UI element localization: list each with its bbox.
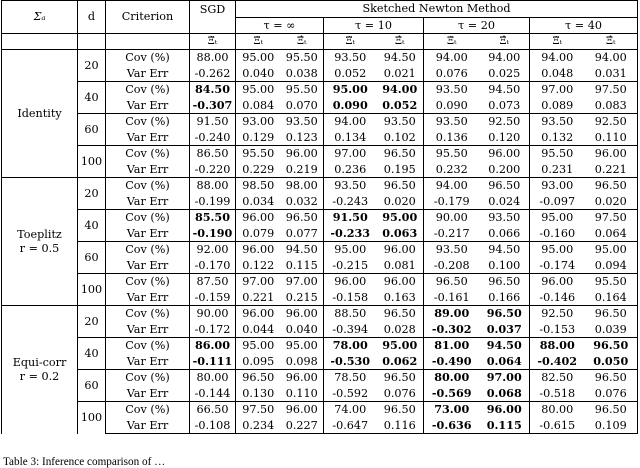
newton-value: 78.00 bbox=[324, 338, 377, 354]
newton-value: 0.040 bbox=[281, 322, 324, 338]
newton-value: -0.161 bbox=[433, 290, 470, 304]
newton-value: 0.122 bbox=[242, 258, 275, 272]
newton-value: 0.028 bbox=[377, 322, 424, 338]
sigma-label: r = 0.2 bbox=[19, 370, 60, 384]
sgd-value: 86.50 bbox=[190, 146, 236, 162]
newton-value: 0.031 bbox=[585, 66, 638, 82]
estimator-header: Ξ̂ₜ bbox=[480, 34, 530, 50]
newton-value: 94.00 bbox=[424, 178, 480, 194]
newton-value: 95.00 bbox=[530, 242, 585, 258]
sgd-value: 90.00 bbox=[190, 306, 236, 322]
newton-value: 82.50 bbox=[530, 370, 585, 386]
newton-value: -0.217 bbox=[433, 226, 470, 240]
newton-value: 0.164 bbox=[585, 290, 638, 306]
newton-value: 96.50 bbox=[281, 210, 324, 226]
newton-value: 0.066 bbox=[480, 226, 530, 242]
dimension-cell: 100 bbox=[78, 274, 106, 306]
sgd-value: 85.50 bbox=[190, 210, 236, 226]
newton-value: 96.00 bbox=[236, 210, 281, 226]
newton-value: 0.021 bbox=[377, 66, 424, 82]
newton-value: 0.070 bbox=[281, 98, 324, 114]
newton-value: -0.158 bbox=[332, 290, 369, 304]
table-row bbox=[2, 370, 638, 386]
table-row bbox=[2, 178, 638, 194]
newton-value: 97.50 bbox=[585, 210, 638, 226]
newton-value: 0.115 bbox=[480, 418, 530, 434]
newton-value: 96.50 bbox=[480, 274, 530, 290]
newton-value: 95.00 bbox=[281, 338, 324, 354]
newton-value: 0.034 bbox=[242, 194, 275, 208]
sgd-header-spacer bbox=[190, 18, 236, 34]
newton-value: 0.166 bbox=[480, 290, 530, 306]
dimension-cell: 60 bbox=[78, 114, 106, 146]
sgd-value: 80.00 bbox=[190, 370, 236, 386]
newton-value: -0.233 bbox=[330, 225, 371, 240]
newton-value: 97.50 bbox=[585, 82, 638, 98]
newton-value: 98.00 bbox=[281, 178, 324, 194]
criterion-cell: Var Err bbox=[106, 98, 190, 114]
newton-value: -0.302 bbox=[431, 321, 472, 336]
newton-value: 94.50 bbox=[480, 338, 530, 354]
newton-value: 0.232 bbox=[435, 162, 468, 176]
sgd-value: 88.00 bbox=[190, 50, 236, 66]
criterion-cell: Cov (%) bbox=[106, 82, 190, 98]
newton-value: 96.50 bbox=[377, 178, 424, 194]
newton-value: 94.50 bbox=[480, 242, 530, 258]
newton-value: 95.00 bbox=[324, 242, 377, 258]
newton-value: 93.50 bbox=[530, 114, 585, 130]
newton-value: 80.00 bbox=[424, 370, 480, 386]
tau-header: τ = 40 bbox=[530, 18, 638, 34]
criterion-cell: Cov (%) bbox=[106, 402, 190, 418]
newton-value: 0.020 bbox=[377, 194, 424, 210]
newton-value: 0.020 bbox=[585, 194, 638, 210]
newton-value: -0.146 bbox=[539, 290, 576, 304]
estimator-header: Ξ̃ₜ bbox=[190, 34, 236, 50]
newton-value: 96.00 bbox=[281, 370, 324, 386]
newton-value: 97.00 bbox=[530, 82, 585, 98]
newton-value: 93.50 bbox=[377, 114, 424, 130]
newton-value: 92.50 bbox=[530, 306, 585, 322]
sgd-value: -0.262 bbox=[190, 66, 236, 82]
newton-value: 93.50 bbox=[281, 114, 324, 130]
criterion-cell: Cov (%) bbox=[106, 306, 190, 322]
newton-value: -0.208 bbox=[433, 258, 470, 272]
newton-value: 95.00 bbox=[324, 82, 377, 98]
newton-value: 0.040 bbox=[242, 66, 275, 80]
newton-value: 0.084 bbox=[242, 98, 275, 112]
newton-value: 95.00 bbox=[236, 50, 281, 66]
newton-value: 96.50 bbox=[585, 402, 638, 418]
criterion-cell: Var Err bbox=[106, 354, 190, 370]
criterion-cell: Var Err bbox=[106, 194, 190, 210]
newton-value: 95.50 bbox=[281, 50, 324, 66]
newton-value: 90.00 bbox=[424, 210, 480, 226]
newton-value: 0.130 bbox=[242, 386, 275, 400]
newton-value: 94.00 bbox=[424, 50, 480, 66]
newton-value: 0.024 bbox=[480, 194, 530, 210]
sgd-value: -0.220 bbox=[190, 162, 236, 178]
sgd-value: -0.108 bbox=[190, 418, 236, 434]
newton-value: 94.50 bbox=[281, 242, 324, 258]
newton-value: 81.00 bbox=[424, 338, 480, 354]
newton-value: 96.00 bbox=[281, 306, 324, 322]
sgd-value: -0.199 bbox=[190, 194, 236, 210]
newton-value: 95.50 bbox=[530, 146, 585, 162]
sgd-value: 91.50 bbox=[190, 114, 236, 130]
estimator-header: Ξ̂ₜ bbox=[377, 34, 424, 50]
newton-value: 0.090 bbox=[435, 98, 468, 112]
newton-value: 96.00 bbox=[585, 146, 638, 162]
newton-value: 0.032 bbox=[281, 194, 324, 210]
dimension-cell: 20 bbox=[78, 178, 106, 210]
newton-value: 93.50 bbox=[424, 114, 480, 130]
newton-value: 95.00 bbox=[530, 210, 585, 226]
newton-value: -0.636 bbox=[424, 418, 480, 434]
newton-value: 0.231 bbox=[541, 162, 574, 176]
newton-value: -0.394 bbox=[332, 322, 369, 336]
sgd-header: SGD bbox=[190, 1, 236, 18]
tau-header: τ = ∞ bbox=[236, 18, 324, 34]
newton-value: -0.153 bbox=[539, 322, 576, 336]
newton-value: 94.50 bbox=[480, 82, 530, 98]
dimension-cell: 20 bbox=[78, 306, 106, 338]
newton-value: 96.50 bbox=[236, 370, 281, 386]
table-row bbox=[2, 274, 638, 290]
table-row bbox=[2, 338, 638, 354]
newton-value: 89.00 bbox=[424, 306, 480, 322]
newton-value: 0.089 bbox=[541, 98, 574, 112]
sgd-value: -0.190 bbox=[190, 226, 236, 242]
newton-value: 96.00 bbox=[281, 146, 324, 162]
newton-value: 95.50 bbox=[424, 146, 480, 162]
newton-value: 96.50 bbox=[377, 402, 424, 418]
newton-value: 0.120 bbox=[480, 130, 530, 146]
criterion-cell: Cov (%) bbox=[106, 370, 190, 386]
newton-value: 73.00 bbox=[424, 402, 480, 418]
sgd-value: -0.144 bbox=[190, 386, 236, 402]
newton-value: 93.50 bbox=[424, 82, 480, 98]
newton-value: 74.00 bbox=[324, 402, 377, 418]
estimator-header: Ξ̃ₜ bbox=[424, 34, 480, 50]
newton-value: 0.100 bbox=[480, 258, 530, 274]
newton-value: 0.076 bbox=[377, 386, 424, 402]
newton-value: 93.50 bbox=[424, 242, 480, 258]
newton-value: 93.50 bbox=[324, 178, 377, 194]
table-caption: Table 3: Inference comparison of … bbox=[3, 456, 166, 468]
newton-value: 0.109 bbox=[585, 418, 638, 434]
estimator-header: Ξ̃ₜ bbox=[324, 34, 377, 50]
table-row bbox=[2, 82, 638, 98]
criterion-cell: Var Err bbox=[106, 290, 190, 306]
newton-value: 0.163 bbox=[377, 290, 424, 306]
newton-value: 96.00 bbox=[236, 242, 281, 258]
newton-value: -0.592 bbox=[332, 386, 369, 400]
criterion-cell: Cov (%) bbox=[106, 50, 190, 66]
newton-value: 0.052 bbox=[334, 66, 367, 80]
sketched-newton-header: Sketched Newton Method bbox=[236, 1, 638, 18]
sigma-label: Toeplitz bbox=[17, 227, 62, 241]
newton-value: 97.00 bbox=[324, 146, 377, 162]
header-spacer bbox=[2, 34, 78, 50]
dimension-cell: 40 bbox=[78, 210, 106, 242]
newton-value: 93.00 bbox=[236, 114, 281, 130]
newton-value: 96.50 bbox=[480, 178, 530, 194]
dimension-cell: 100 bbox=[78, 146, 106, 178]
newton-value: 96.50 bbox=[377, 370, 424, 386]
newton-value: 96.00 bbox=[377, 274, 424, 290]
criterion-cell: Cov (%) bbox=[106, 178, 190, 194]
newton-value: 0.110 bbox=[281, 386, 324, 402]
sgd-value: -0.240 bbox=[190, 130, 236, 146]
newton-value: 0.102 bbox=[377, 130, 424, 146]
criterion-cell: Cov (%) bbox=[106, 146, 190, 162]
newton-value: 96.50 bbox=[424, 274, 480, 290]
newton-value: -0.174 bbox=[539, 258, 576, 272]
dimension-cell: 40 bbox=[78, 338, 106, 370]
sigma-header-label: Σₐ bbox=[33, 10, 46, 24]
newton-value: 0.132 bbox=[541, 130, 574, 144]
criterion-cell: Var Err bbox=[106, 258, 190, 274]
newton-value: 0.110 bbox=[585, 130, 638, 146]
sgd-value: -0.159 bbox=[190, 290, 236, 306]
newton-value: 0.063 bbox=[377, 226, 424, 242]
estimator-header: Ξ̃ₜ bbox=[530, 34, 585, 50]
newton-value: 0.044 bbox=[242, 322, 275, 336]
table-row bbox=[2, 210, 638, 226]
sigma-label: r = 0.5 bbox=[19, 242, 60, 255]
newton-value: 91.50 bbox=[324, 210, 377, 226]
estimator-header: Ξ̃ₜ bbox=[236, 34, 281, 50]
sgd-value: 66.50 bbox=[190, 402, 236, 418]
newton-value: 0.025 bbox=[480, 66, 530, 82]
newton-value: 95.50 bbox=[236, 146, 281, 162]
results-table bbox=[1, 0, 638, 434]
newton-value: 0.095 bbox=[242, 354, 275, 368]
header-spacer bbox=[78, 34, 106, 50]
newton-value: 0.134 bbox=[334, 130, 367, 144]
newton-value: 88.50 bbox=[324, 306, 377, 322]
newton-value: 0.227 bbox=[281, 418, 324, 434]
newton-value: 0.077 bbox=[281, 226, 324, 242]
sgd-value: 92.00 bbox=[190, 242, 236, 258]
d-header: d bbox=[78, 1, 106, 34]
criterion-cell: Var Err bbox=[106, 226, 190, 242]
newton-value: 0.221 bbox=[242, 290, 275, 304]
newton-value: -0.179 bbox=[433, 194, 470, 208]
newton-value: 0.219 bbox=[281, 162, 324, 178]
newton-value: 0.090 bbox=[332, 97, 368, 112]
criterion-cell: Cov (%) bbox=[106, 210, 190, 226]
dimension-cell: 100 bbox=[78, 402, 106, 434]
tau-header: τ = 20 bbox=[424, 18, 530, 34]
newton-value: 96.00 bbox=[281, 402, 324, 418]
table-row bbox=[2, 114, 638, 130]
criterion-header: Criterion bbox=[106, 1, 190, 34]
sgd-value: 84.50 bbox=[190, 82, 236, 98]
newton-value: 97.00 bbox=[236, 274, 281, 290]
newton-value: 97.00 bbox=[480, 370, 530, 386]
header-spacer bbox=[106, 34, 190, 50]
sigma-header bbox=[2, 1, 78, 34]
table-row bbox=[2, 50, 638, 66]
newton-value: -0.647 bbox=[324, 418, 377, 434]
dimension-cell: 20 bbox=[78, 50, 106, 82]
newton-value: 0.215 bbox=[281, 290, 324, 306]
sigma-label: Identity bbox=[17, 106, 62, 120]
table-row bbox=[2, 402, 638, 418]
table-header bbox=[2, 1, 638, 50]
newton-value: 95.50 bbox=[281, 82, 324, 98]
newton-value: 93.00 bbox=[530, 178, 585, 194]
newton-value: 0.068 bbox=[480, 386, 530, 402]
newton-value: 0.195 bbox=[377, 162, 424, 178]
newton-value: 0.064 bbox=[585, 226, 638, 242]
newton-value: 96.00 bbox=[236, 306, 281, 322]
newton-value: 0.236 bbox=[334, 162, 367, 176]
sigma-label: Equi-corr bbox=[12, 356, 67, 370]
criterion-cell: Cov (%) bbox=[106, 242, 190, 258]
criterion-cell: Var Err bbox=[106, 66, 190, 82]
newton-value: 96.50 bbox=[585, 338, 638, 354]
sgd-value: -0.172 bbox=[190, 322, 236, 338]
sigma-cell bbox=[2, 50, 78, 178]
newton-value: 0.052 bbox=[377, 98, 424, 114]
newton-value: 0.200 bbox=[480, 162, 530, 178]
newton-value: 0.048 bbox=[541, 66, 574, 80]
newton-value: 94.00 bbox=[480, 50, 530, 66]
newton-value: 0.073 bbox=[480, 98, 530, 114]
newton-value: 95.50 bbox=[585, 274, 638, 290]
newton-value: 96.50 bbox=[480, 306, 530, 322]
newton-value: 0.116 bbox=[377, 418, 424, 434]
newton-value: 0.229 bbox=[242, 162, 275, 176]
newton-value: -0.402 bbox=[537, 353, 578, 368]
newton-value: 95.00 bbox=[585, 242, 638, 258]
newton-value: 80.00 bbox=[530, 402, 585, 418]
newton-value: 0.050 bbox=[585, 354, 638, 370]
criterion-cell: Cov (%) bbox=[106, 274, 190, 290]
newton-value: 94.00 bbox=[585, 50, 638, 66]
newton-value: -0.569 bbox=[431, 385, 472, 400]
newton-value: 95.00 bbox=[236, 82, 281, 98]
newton-value: 0.076 bbox=[585, 386, 638, 402]
newton-value: 94.00 bbox=[324, 114, 377, 130]
newton-value: 0.129 bbox=[242, 130, 275, 144]
newton-value: -0.215 bbox=[332, 258, 369, 272]
newton-value: 96.50 bbox=[377, 146, 424, 162]
newton-value: 96.00 bbox=[530, 274, 585, 290]
newton-value: 97.00 bbox=[281, 274, 324, 290]
newton-value: 97.50 bbox=[236, 402, 281, 418]
newton-value: 0.038 bbox=[281, 66, 324, 82]
dimension-cell: 40 bbox=[78, 82, 106, 114]
newton-value: 94.50 bbox=[377, 50, 424, 66]
newton-value: 88.00 bbox=[530, 338, 585, 354]
newton-value: 0.123 bbox=[281, 130, 324, 146]
newton-value: 96.50 bbox=[585, 306, 638, 322]
newton-value: 96.00 bbox=[324, 274, 377, 290]
newton-value: 0.037 bbox=[480, 322, 530, 338]
newton-value: 0.081 bbox=[377, 258, 424, 274]
newton-value: 0.136 bbox=[435, 130, 468, 144]
criterion-cell: Var Err bbox=[106, 130, 190, 146]
estimator-header: Ξ̂ₜ bbox=[585, 34, 638, 50]
sgd-value: -0.307 bbox=[190, 98, 236, 114]
newton-value: 0.098 bbox=[281, 354, 324, 370]
newton-value: 78.50 bbox=[324, 370, 377, 386]
newton-value: 0.083 bbox=[585, 98, 638, 114]
criterion-cell: Var Err bbox=[106, 162, 190, 178]
newton-value: 96.50 bbox=[585, 370, 638, 386]
dimension-cell: 60 bbox=[78, 370, 106, 402]
newton-value: 0.079 bbox=[242, 226, 275, 240]
table-body bbox=[2, 50, 638, 434]
tau-header: τ = 10 bbox=[324, 18, 424, 34]
newton-value: 94.00 bbox=[530, 50, 585, 66]
criterion-cell: Cov (%) bbox=[106, 114, 190, 130]
sgd-value: 88.00 bbox=[190, 178, 236, 194]
newton-value: 94.00 bbox=[377, 82, 424, 98]
newton-value: 93.50 bbox=[324, 50, 377, 66]
newton-value: -0.243 bbox=[332, 194, 369, 208]
table-row bbox=[2, 306, 638, 322]
newton-value: 0.062 bbox=[377, 354, 424, 370]
criterion-cell: Var Err bbox=[106, 386, 190, 402]
newton-value: 93.50 bbox=[480, 210, 530, 226]
sgd-value: -0.111 bbox=[190, 354, 236, 370]
newton-value: 0.094 bbox=[585, 258, 638, 274]
newton-value: 0.076 bbox=[435, 66, 468, 80]
newton-value: 92.50 bbox=[480, 114, 530, 130]
newton-value: 0.221 bbox=[585, 162, 638, 178]
sgd-value: 86.00 bbox=[190, 338, 236, 354]
newton-value: 98.50 bbox=[236, 178, 281, 194]
newton-value: -0.518 bbox=[539, 386, 576, 400]
newton-value: -0.530 bbox=[330, 353, 371, 368]
newton-value: 95.00 bbox=[377, 210, 424, 226]
newton-value: -0.490 bbox=[431, 353, 472, 368]
newton-value: 0.039 bbox=[585, 322, 638, 338]
table-row bbox=[2, 242, 638, 258]
criterion-cell: Cov (%) bbox=[106, 338, 190, 354]
sgd-value: 87.50 bbox=[190, 274, 236, 290]
newton-value: 96.00 bbox=[480, 146, 530, 162]
newton-value: 0.115 bbox=[281, 258, 324, 274]
newton-value: 96.00 bbox=[377, 242, 424, 258]
sigma-cell bbox=[2, 178, 78, 306]
table-row bbox=[2, 146, 638, 162]
newton-value: 95.00 bbox=[377, 338, 424, 354]
newton-value: 96.50 bbox=[585, 178, 638, 194]
sigma-cell bbox=[2, 306, 78, 434]
newton-value: 96.00 bbox=[480, 402, 530, 418]
newton-value: 96.50 bbox=[377, 306, 424, 322]
newton-value: -0.615 bbox=[530, 418, 585, 434]
newton-value: 95.00 bbox=[236, 338, 281, 354]
newton-value: 0.064 bbox=[480, 354, 530, 370]
newton-value: -0.097 bbox=[539, 194, 576, 208]
newton-value: 92.50 bbox=[585, 114, 638, 130]
criterion-cell: Var Err bbox=[106, 322, 190, 338]
newton-value: -0.160 bbox=[539, 226, 576, 240]
estimator-header: Ξ̂ₜ bbox=[281, 34, 324, 50]
newton-value: 0.234 bbox=[236, 418, 281, 434]
dimension-cell: 60 bbox=[78, 242, 106, 274]
sgd-value: -0.170 bbox=[190, 258, 236, 274]
criterion-cell: Var Err bbox=[106, 418, 190, 434]
